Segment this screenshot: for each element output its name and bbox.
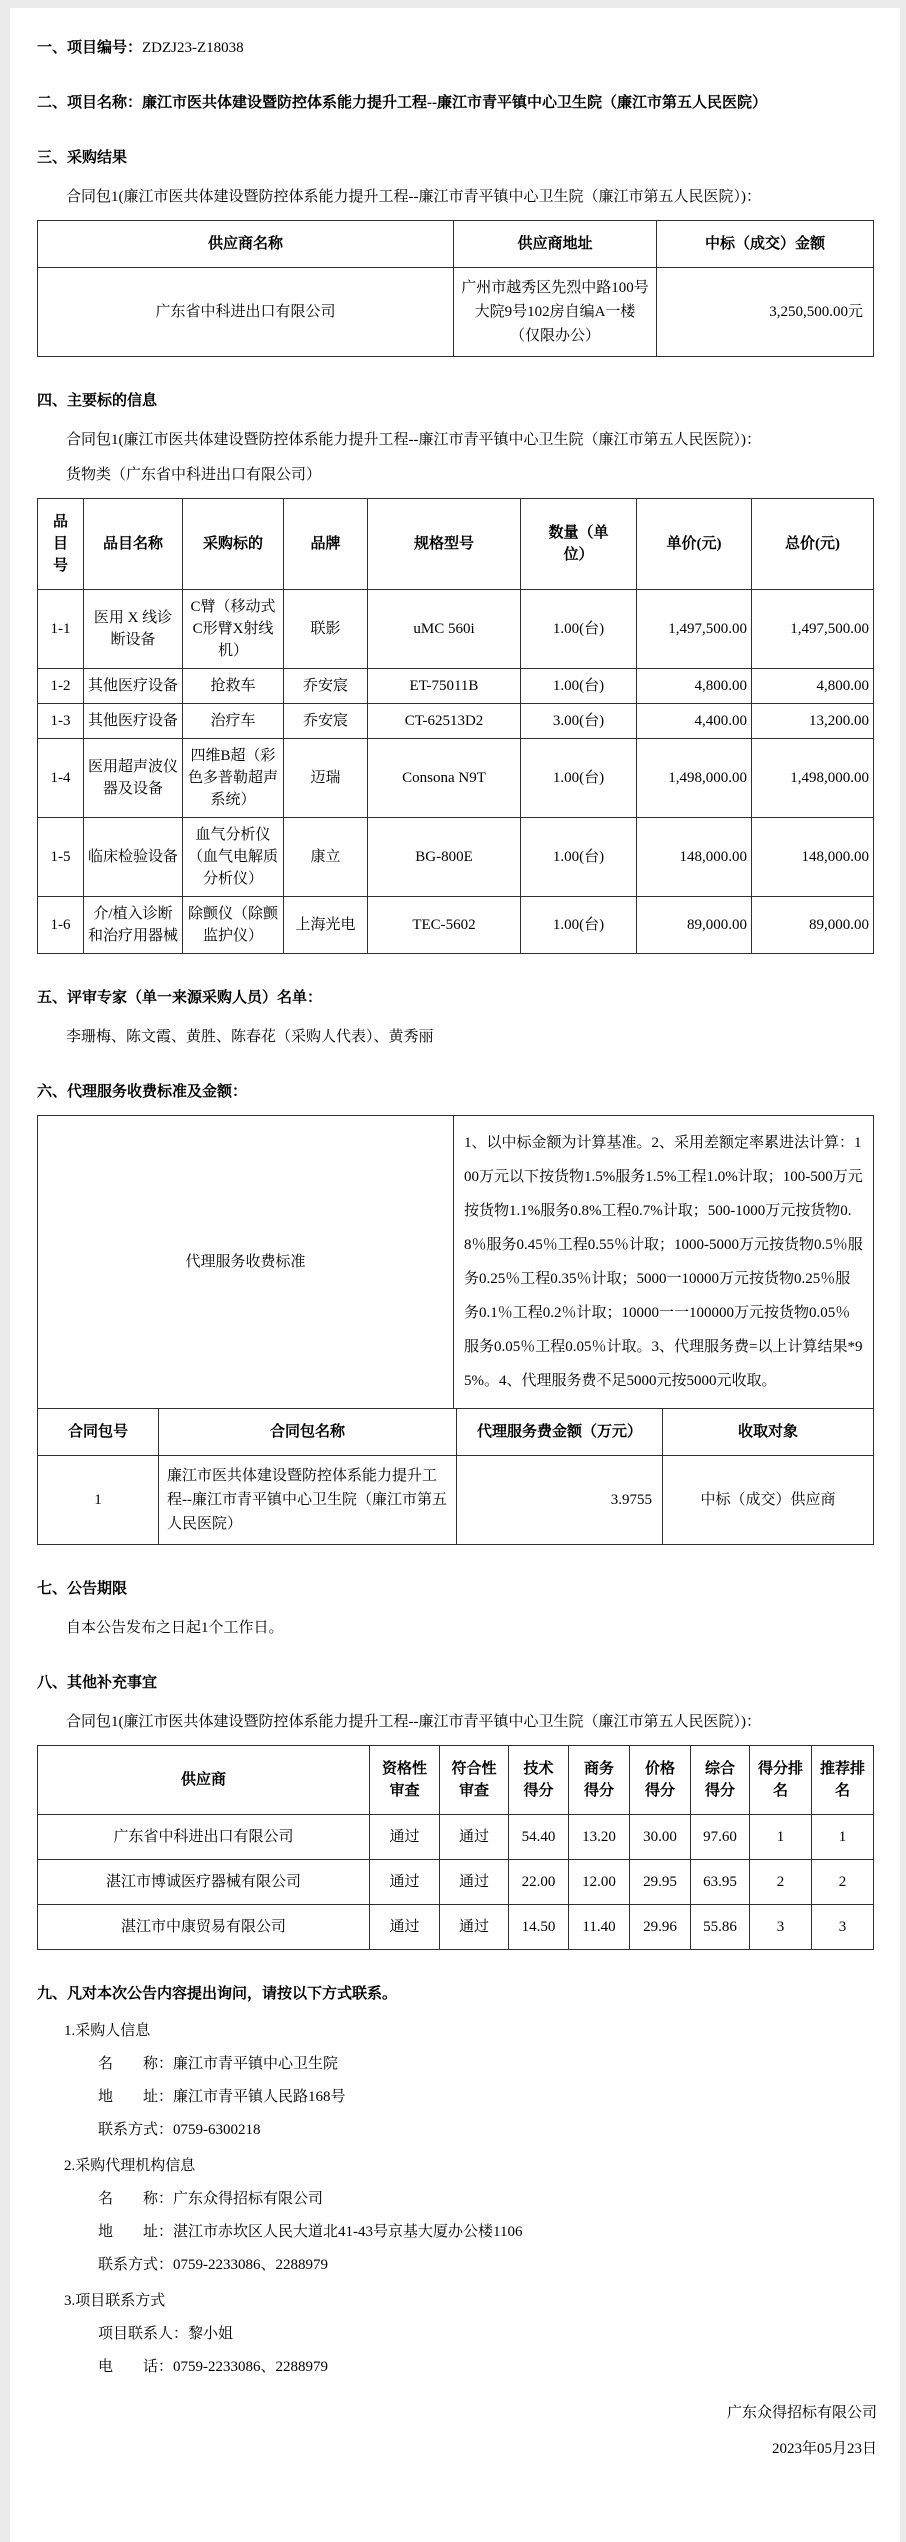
result-table-header-row (38, 221, 874, 268)
table-cell: 通过 (370, 1905, 440, 1950)
column-header: 品目号 (38, 499, 84, 590)
purchaser-name: 名 称：廉江市青平镇中心卫生院 (98, 2056, 339, 2072)
table-cell: 1,497,500.00 (637, 590, 752, 669)
column-header: 中标（成交）金额 (657, 221, 874, 268)
table-cell: 湛江市中康贸易有限公司 (38, 1905, 370, 1950)
table-cell: 医用超声波仪器及设备 (84, 739, 183, 818)
table-cell: 联影 (284, 590, 368, 669)
table-cell: 1.00(台) (521, 739, 637, 818)
column-header: 供应商 (38, 1746, 370, 1815)
section-result-heading: 三、采购结果 (37, 150, 128, 166)
announcement-page (10, 8, 900, 2542)
table-row (38, 1905, 874, 1950)
project-contact-phone: 电 话：0759-2233086、2288979 (98, 2359, 328, 2375)
column-header: 规格型号 (368, 499, 521, 590)
table-cell: uMC 560i (368, 590, 521, 669)
table-cell: 中标（成交）供应商 (663, 1456, 874, 1545)
fee-standard-table (37, 1115, 874, 1409)
table-cell: 抢救车 (183, 669, 284, 704)
column-header: 得分排名 (750, 1746, 812, 1815)
table-cell: 四维B超（彩色多普勒超声系统） (183, 739, 284, 818)
table-cell: 12.00 (569, 1860, 630, 1905)
section-contact-heading: 九、凡对本次公告内容提出询问，请按以下方式联系。 (37, 1986, 398, 2002)
items-table-header-row (38, 499, 874, 590)
table-cell: 89,000.00 (752, 897, 874, 954)
table-cell: 通过 (370, 1860, 440, 1905)
table-cell: 11.40 (569, 1905, 630, 1950)
table-row (38, 739, 874, 818)
table-cell: 湛江市博诚医疗器械有限公司 (38, 1860, 370, 1905)
table-row (38, 1456, 874, 1545)
column-header: 合同包号 (38, 1409, 159, 1456)
column-header: 总价(元) (752, 499, 874, 590)
column-header: 综合得分 (691, 1746, 750, 1815)
table-cell: 临床检验设备 (84, 818, 183, 897)
table-cell: 29.96 (630, 1905, 691, 1950)
section-supplement-heading: 八、其他补充事宜 (37, 1675, 158, 1691)
signature-date: 2023年05月23日 (771, 2441, 877, 2457)
agency-address: 地 址：湛江市赤坎区人民大道北41-43号京基大厦办公楼1106 (98, 2224, 523, 2240)
table-cell: 4,800.00 (752, 669, 874, 704)
project-name-value: 廉江市医共体建设暨防控体系能力提升工程--廉江市青平镇中心卫生院（廉江市第五人民医院） (142, 95, 768, 111)
score-table (37, 1745, 874, 1950)
table-cell: 治疗车 (183, 704, 284, 739)
table-cell: 3,250,500.00元 (657, 268, 874, 357)
table-cell: 乔安宸 (284, 704, 368, 739)
table-cell: TEC-5602 (368, 897, 521, 954)
column-header: 品目名称 (84, 499, 183, 590)
table-row (38, 590, 874, 669)
fee-standard-label: 代理服务收费标准 (38, 1116, 454, 1409)
announcement-period-text: 自本公告发布之日起1个工作日。 (66, 1620, 284, 1636)
table-cell: 1-1 (38, 590, 84, 669)
column-header: 代理服务费金额（万元） (457, 1409, 663, 1456)
score-table-header-row (38, 1746, 874, 1815)
table-cell: 通过 (440, 1905, 509, 1950)
column-header: 资格性审查 (370, 1746, 440, 1815)
expert-names: 李珊梅、陈文霞、黄胜、陈春花（采购人代表）、黄秀丽 (66, 1029, 434, 1045)
fee-amount-table (37, 1408, 874, 1545)
table-cell: 1 (38, 1456, 159, 1545)
result-table (37, 220, 874, 357)
table-cell: 22.00 (509, 1860, 569, 1905)
table-cell: 3 (750, 1905, 812, 1950)
table-cell: 2 (812, 1860, 874, 1905)
table-cell: 4,800.00 (637, 669, 752, 704)
table-cell: CT-62513D2 (368, 704, 521, 739)
table-cell: 1.00(台) (521, 897, 637, 954)
table-cell: 4,400.00 (637, 704, 752, 739)
table-cell: 1-4 (38, 739, 84, 818)
table-cell: 1.00(台) (521, 590, 637, 669)
table-cell: 1.00(台) (521, 669, 637, 704)
table-cell: 13.20 (569, 1815, 630, 1860)
table-cell: 3.9755 (457, 1456, 663, 1545)
section-fee-heading: 六、代理服务收费标准及金额： (37, 1084, 248, 1100)
table-cell: 3.00(台) (521, 704, 637, 739)
items-category-line: 货物类（广东省中科进出口有限公司） (66, 467, 322, 483)
project-number-value: ZDZJ23-Z18038 (142, 40, 244, 56)
table-row (38, 1860, 874, 1905)
table-cell: 1,498,000.00 (637, 739, 752, 818)
table-cell: 通过 (440, 1815, 509, 1860)
table-cell: 1-5 (38, 818, 84, 897)
column-header: 商务得分 (569, 1746, 630, 1815)
table-row (38, 818, 874, 897)
table-cell: 1 (750, 1815, 812, 1860)
table-cell: 148,000.00 (637, 818, 752, 897)
column-header: 价格得分 (630, 1746, 691, 1815)
table-cell: 63.95 (691, 1860, 750, 1905)
table-cell: 通过 (440, 1860, 509, 1905)
project-number-label: 一、项目编号： (37, 40, 143, 56)
supplement-package-intro: 合同包1(廉江市医共体建设暨防控体系能力提升工程--廉江市青平镇中心卫生院（廉江市第五人民医院）)： (66, 1714, 761, 1730)
section-items-heading: 四、主要标的信息 (37, 393, 158, 409)
column-header: 供应商地址 (454, 221, 657, 268)
table-cell: 其他医疗设备 (84, 669, 183, 704)
table-row (38, 897, 874, 954)
table-cell: 3 (812, 1905, 874, 1950)
column-header: 合同包名称 (159, 1409, 457, 1456)
table-cell: 乔安宸 (284, 669, 368, 704)
table-cell: C臂（移动式C形臂X射线机） (183, 590, 284, 669)
fee-standard-text: 1、以中标金额为计算基准。2、采用差额定率累进法计算：100万元以下按货物1.5%服务1.5%工程1.0%计取；100-500万元按货物1.1%服务0.8%工程0.7%计取；500-1000万元按货物0.8％服务0.45％工程0.55％计取；1000-5000万元按货物0.5％服务0.25％工程0.35％计取；5000一10000万元按货物0.25％服务0.1％工程0.2％计取；10000一一100000万元按货物0.05％服务0.05％工程0.05％计取。3、代理服务费=以上计算结果*95%。4、代理服务费不足5000元按5000元收取。 (454, 1116, 874, 1409)
column-header: 收取对象 (663, 1409, 874, 1456)
table-cell: 54.40 (509, 1815, 569, 1860)
signature-company: 广东众得招标有限公司 (726, 2405, 877, 2421)
table-cell: 148,000.00 (752, 818, 874, 897)
purchaser-address: 地 址：廉江市青平镇人民路168号 (98, 2089, 346, 2105)
table-cell: 上海光电 (284, 897, 368, 954)
purchaser-phone: 联系方式：0759-6300218 (98, 2122, 261, 2138)
table-cell: 除颤仪（除颤监护仪） (183, 897, 284, 954)
table-cell: 1-3 (38, 704, 84, 739)
table-cell: 2 (750, 1860, 812, 1905)
column-header: 推荐排名 (812, 1746, 874, 1815)
table-cell: 1-2 (38, 669, 84, 704)
table-cell: 30.00 (630, 1815, 691, 1860)
items-package-intro: 合同包1(廉江市医共体建设暨防控体系能力提升工程--廉江市青平镇中心卫生院（廉江市第五人民医院）)： (66, 432, 761, 448)
table-cell: 1,497,500.00 (752, 590, 874, 669)
table-cell: 1-6 (38, 897, 84, 954)
project-contact-title: 3.项目联系方式 (64, 2293, 166, 2309)
column-header: 品牌 (284, 499, 368, 590)
table-cell: 89,000.00 (637, 897, 752, 954)
table-cell: 1.00(台) (521, 818, 637, 897)
table-cell: 廉江市医共体建设暨防控体系能力提升工程--廉江市青平镇中心卫生院（廉江市第五人民医院） (159, 1456, 457, 1545)
table-cell: Consona N9T (368, 739, 521, 818)
table-cell: 29.95 (630, 1860, 691, 1905)
section-project-number (37, 38, 877, 59)
table-row (38, 1815, 874, 1860)
table-row (38, 268, 874, 357)
table-cell: 55.86 (691, 1905, 750, 1950)
table-row (38, 669, 874, 704)
agency-phone: 联系方式：0759-2233086、2288979 (98, 2257, 328, 2273)
table-cell: 康立 (284, 818, 368, 897)
column-header: 数量（单位） (521, 499, 637, 590)
result-package-intro: 合同包1(廉江市医共体建设暨防控体系能力提升工程--廉江市青平镇中心卫生院（廉江市第五人民医院）)： (66, 189, 761, 205)
purchaser-info-title: 1.采购人信息 (64, 2023, 151, 2039)
table-cell: 广东省中科进出口有限公司 (38, 1815, 370, 1860)
table-cell: 97.60 (691, 1815, 750, 1860)
column-header: 单价(元) (637, 499, 752, 590)
table-cell: 通过 (370, 1815, 440, 1860)
section-experts-heading: 五、评审专家（单一来源采购人员）名单： (37, 990, 323, 1006)
table-cell: 14.50 (509, 1905, 569, 1950)
table-cell: BG-800E (368, 818, 521, 897)
table-cell: 13,200.00 (752, 704, 874, 739)
section-period-heading: 七、公告期限 (37, 1581, 128, 1597)
table-cell: 广东省中科进出口有限公司 (38, 268, 454, 357)
table-cell: 介/植入诊断和治疗用器械 (84, 897, 183, 954)
agency-name: 名 称：广东众得招标有限公司 (98, 2191, 324, 2207)
fee-amount-header-row (38, 1409, 874, 1456)
column-header: 采购标的 (183, 499, 284, 590)
fee-standard-row (38, 1116, 874, 1409)
table-cell: 1 (812, 1815, 874, 1860)
items-table (37, 498, 874, 954)
table-cell: 其他医疗设备 (84, 704, 183, 739)
project-contact-person: 项目联系人：黎小姐 (98, 2326, 234, 2342)
column-header: 供应商名称 (38, 221, 454, 268)
table-cell: ET-75011B (368, 669, 521, 704)
section-project-name (37, 93, 877, 114)
table-row (38, 704, 874, 739)
table-cell: 广州市越秀区先烈中路100号大院9号102房自编A一楼（仅限办公） (454, 268, 657, 357)
table-cell: 医用 X 线诊断设备 (84, 590, 183, 669)
agency-info-title: 2.采购代理机构信息 (64, 2158, 196, 2174)
column-header: 技术得分 (509, 1746, 569, 1815)
column-header: 符合性审查 (440, 1746, 509, 1815)
project-name-label: 二、项目名称： (37, 95, 143, 111)
table-cell: 1,498,000.00 (752, 739, 874, 818)
table-cell: 迈瑞 (284, 739, 368, 818)
table-cell: 血气分析仪（血气电解质分析仪） (183, 818, 284, 897)
